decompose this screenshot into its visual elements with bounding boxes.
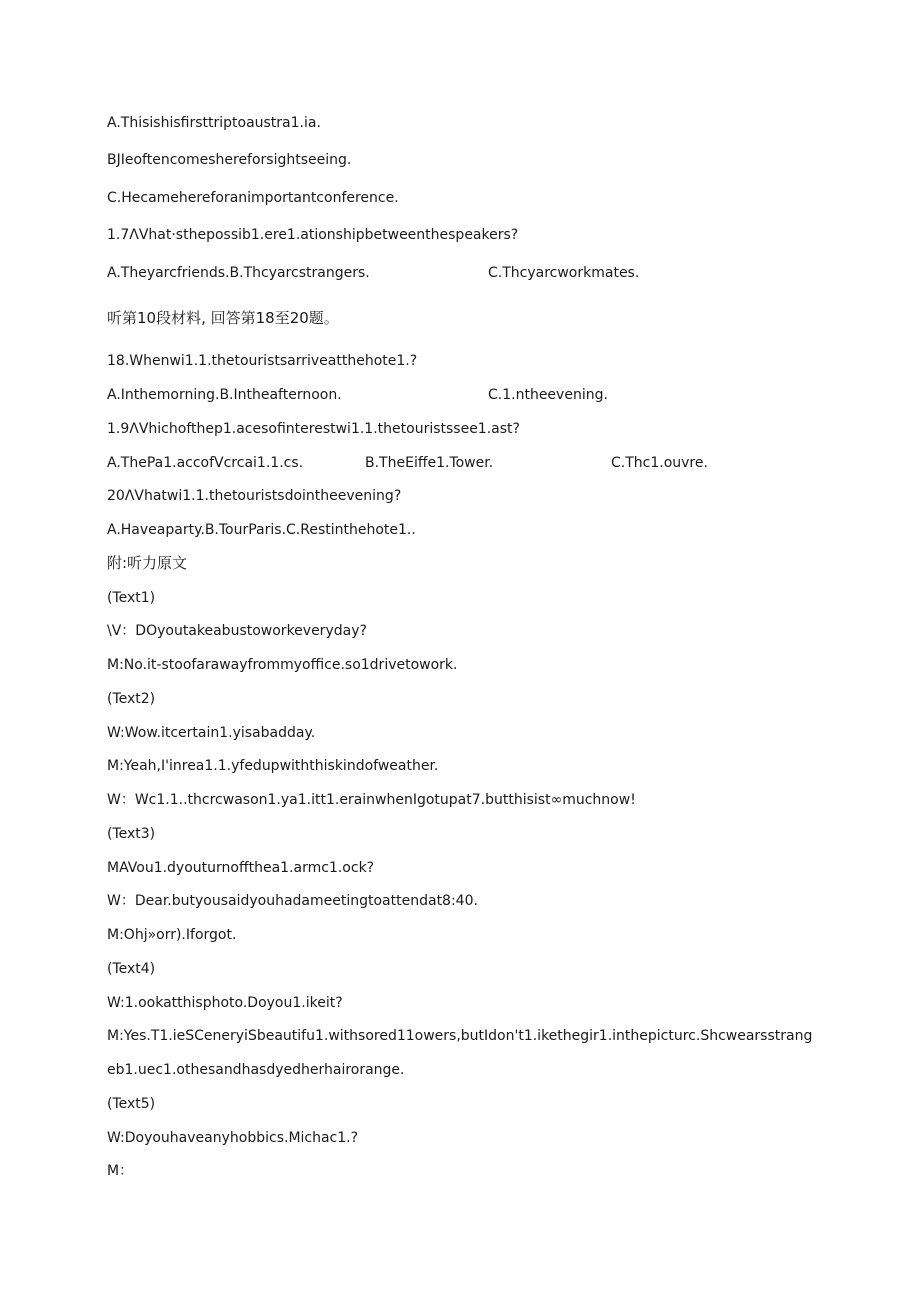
text1-line-1: \V：DOyoutakeabustoworkeveryday? [107,623,367,639]
text3-line-1: MAVou1.dyouturnoffthea1.armc1.ock? [107,860,375,876]
q16-option-a: A.Thisishisfirsttriptoaustra1.ia. [107,115,321,131]
q20-options: A.Haveaparty.B.TourParis.C.Restinthehote1.. [107,522,416,538]
q19-option-a: A.ThePa1.accofVcrcai1.1.cs. [107,455,304,471]
question-20: 20ΛVhatwi1.1.thetouristsdointheevening? [107,488,402,504]
text4-label: (Text4) [107,961,156,977]
text4-line-3: eb1.uec1.othesandhasdyedherhairorange. [107,1062,405,1078]
q19-option-c: C.Thc1.ouvre. [611,455,708,471]
q18-option-ab: A.Inthemorning.B.Intheafternoon. [107,387,342,403]
question-17: 1.7ΛVhat·sthepossib1.ere1.ationshipbetweenthespeakers? [107,227,519,243]
transcript-heading: 附:听力原文 [107,554,188,572]
text5-line-1: W:Doyouhaveanyhobbics.Michac1.? [107,1130,359,1146]
text1-label: (Text1) [107,590,156,606]
question-18: 18.Whenwi1.1.thetouristsarriveatthehote1.? [107,353,418,369]
q17-option-c: C.Thcyarcworkmates. [488,265,640,281]
text3-line-2: W：Dear.butyousaidyouhadameetingtoattendat8:40. [107,893,478,909]
text3-line-3: M:Ohj»orr).Iforgot. [107,927,237,943]
q16-option-c: C.Hecamehereforanimportantconference. [107,190,399,206]
q18-option-c: C.1.ntheevening. [488,387,608,403]
text2-label: (Text2) [107,691,156,707]
text4-line-1: W:1.ookatthisphoto.Doyou1.ikeit? [107,995,343,1011]
q16-option-b: BJIeoftencomeshereforsightseeing. [107,152,352,168]
q19-option-b: B.TheEiffe1.Tower. [365,455,494,471]
text3-label: (Text3) [107,826,156,842]
text2-line-3: W：Wc1.1..thcrcwason1.ya1.itt1.erainwhenIgotupat7.butthisist∞muchnow! [107,792,636,808]
text2-line-2: M:Yeah,I'inrea1.1.yfedupwiththiskindofweather. [107,758,439,774]
text1-line-2: M:No.it-stoofarawayfrommyoffice.so1drivetowork. [107,657,458,673]
section-instruction: 听第10段材料, 回答第18至20题。 [107,309,339,327]
text2-line-1: W:Wow.itcertain1.yisabadday. [107,725,316,741]
text4-line-2: M:Yes.T1.ieSCeneryiSbeautifu1.withsored11owers,butIdon't1.ikethegir1.inthepicturc.Shcwearsstrang [107,1028,813,1044]
q17-option-ab: A.Theyarcfriends.B.Thcyarcstrangers. [107,265,370,281]
text5-line-2: M： [107,1163,134,1179]
text5-label: (Text5) [107,1096,156,1112]
question-19: 1.9ΛVhichofthep1.acesofinterestwi1.1.thetouristssee1.ast? [107,421,520,437]
